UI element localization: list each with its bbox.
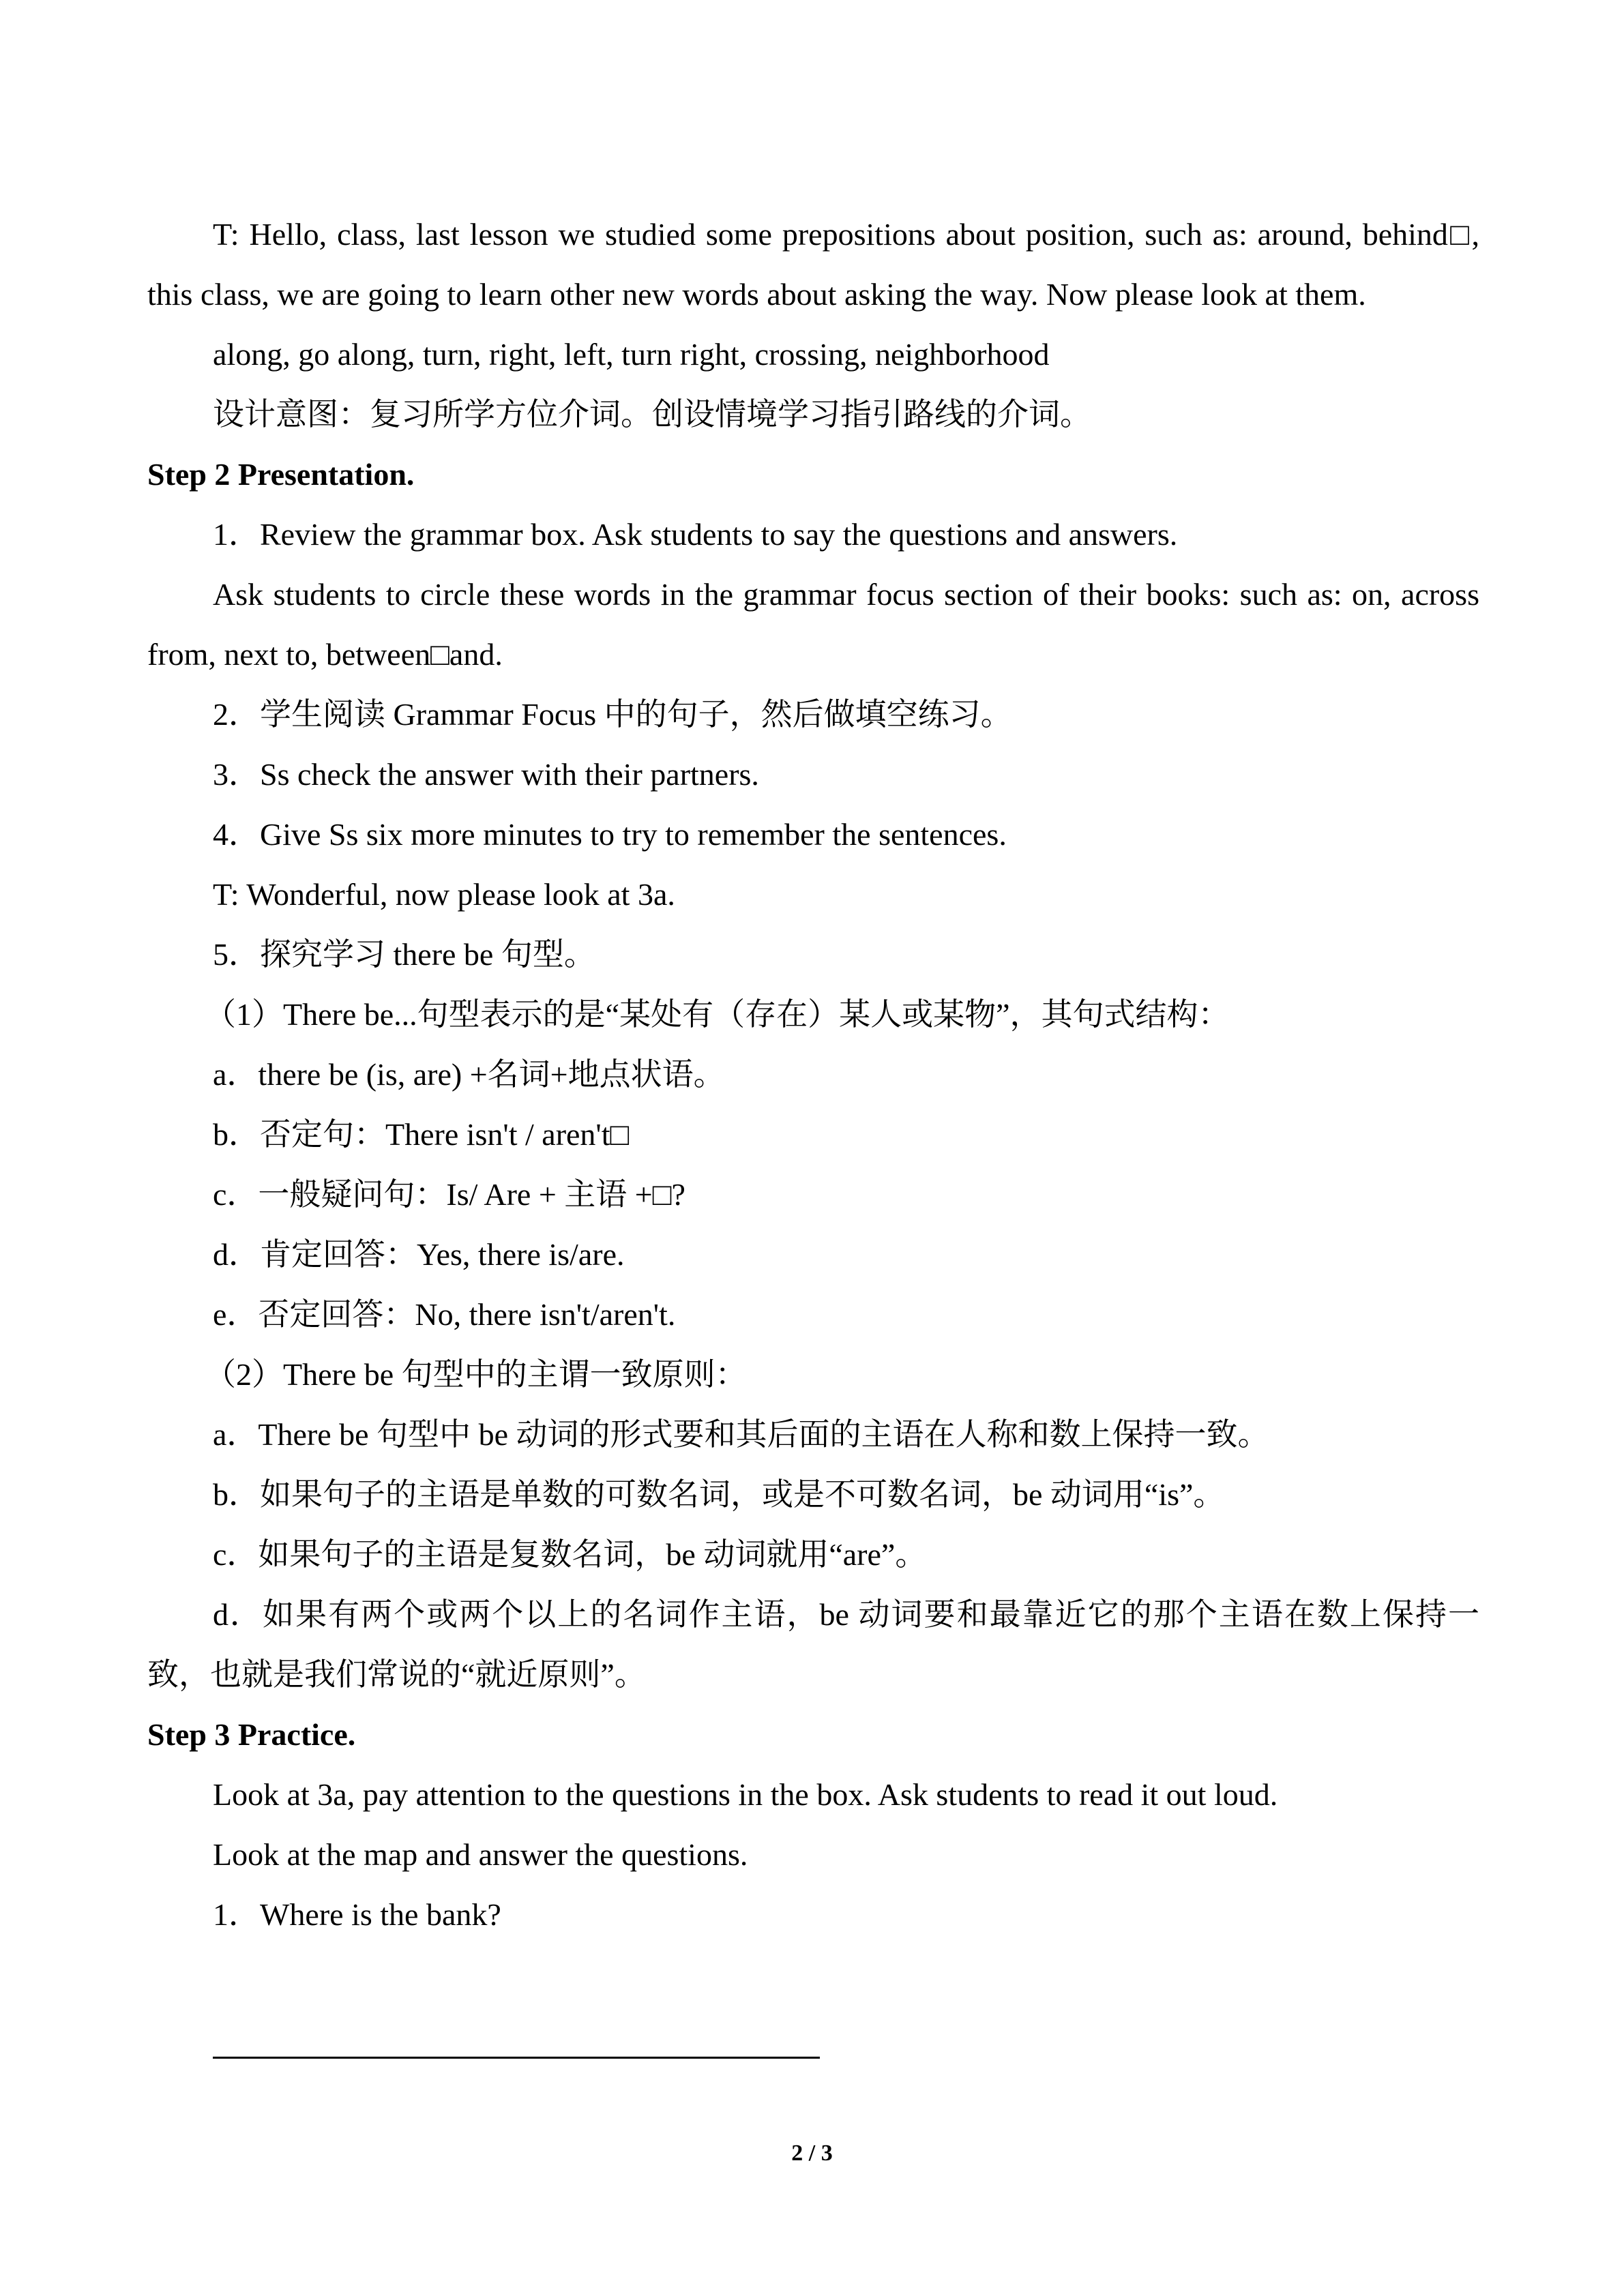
paragraph-circle-words: Ask students to circle these words in the grammar focus section of their books: such as: on, across from, next to, between□and. [147, 577, 1479, 672]
paragraph-step2-item4: 4．Give Ss six more minutes to try to remember the sentences. [213, 817, 1007, 852]
paragraph-agreement-d: d．如果有两个或两个以上的名词作主语，be 动词要和最靠近它的那个主语在数上保持一致，也就是我们常说的“就近原则”。 [147, 1597, 1479, 1692]
paragraph-agreement-c: c．如果句子的主语是复数名词，be 动词就用“are”。 [213, 1537, 927, 1572]
paragraph-teacher-wonderful: T: Wonderful, now please look at 3a. [213, 877, 675, 912]
paragraph-structure-e: e．否定回答：No, there isn't/aren't. [213, 1297, 676, 1332]
paragraph-look-at-3a: Look at 3a, pay attention to the questions in the box. Ask students to read it out loud. [213, 1777, 1278, 1812]
answer-blank-line [213, 2057, 820, 2059]
paragraph-step2-item5: 5．探究学习 there be 句型。 [213, 937, 595, 972]
page-number: 2 / 3 [791, 2141, 833, 2166]
paragraph-step2-item1: 1．Review the grammar box. Ask students to say the questions and answers. [213, 517, 1178, 552]
paragraph-step2-item2: 2．学生阅读 Grammar Focus 中的句子，然后做填空练习。 [213, 697, 1012, 732]
paragraph-look-at-map: Look at the map and answer the questions. [213, 1837, 748, 1872]
document-body [147, 205, 1479, 1945]
paragraph-structure-d: d．肯定回答：Yes, there is/are. [213, 1237, 625, 1272]
paragraph-agreement-a: a．There be 句型中 be 动词的形式要和其后面的主语在人称和数上保持一致。 [213, 1417, 1269, 1452]
paragraph-intro: T: Hello, class, last lesson we studied some prepositions about position, such as: around, behind□, this class, we are going to learn other new words about asking the way. Now please look at them. [147, 217, 1479, 312]
paragraph-vocabulary-list: along, go along, turn, right, left, turn right, crossing, neighborhood [213, 337, 1050, 372]
paragraph-there-be-structure: （1）There be...句型表示的是“某处有（存在）某人或某物”，其句式结构： [205, 997, 1230, 1032]
paragraph-question-1: 1．Where is the bank? [213, 1897, 501, 1932]
heading-step-3: Step 3 Practice. [147, 1717, 356, 1752]
paragraph-agreement-b: b．如果句子的主语是单数的可数名词，或是不可数名词，be 动词用“is”。 [213, 1477, 1225, 1512]
paragraph-structure-b: b．否定句：There isn't / aren't□ [213, 1117, 630, 1152]
paragraph-agreement-rule: （2）There be 句型中的主谓一致原则： [205, 1357, 747, 1392]
heading-step-2: Step 2 Presentation. [147, 457, 415, 492]
paragraph-structure-a: a．there be (is, are) +名词+地点状语。 [213, 1057, 725, 1092]
paragraph-structure-c: c．一般疑问句：Is/ Are + 主语 +□? [213, 1177, 685, 1212]
paragraph-design-intent: 设计意图：复习所学方位介词。创设情境学习指引路线的介词。 [213, 397, 1091, 432]
paragraph-step2-item3: 3．Ss check the answer with their partners. [213, 757, 759, 792]
